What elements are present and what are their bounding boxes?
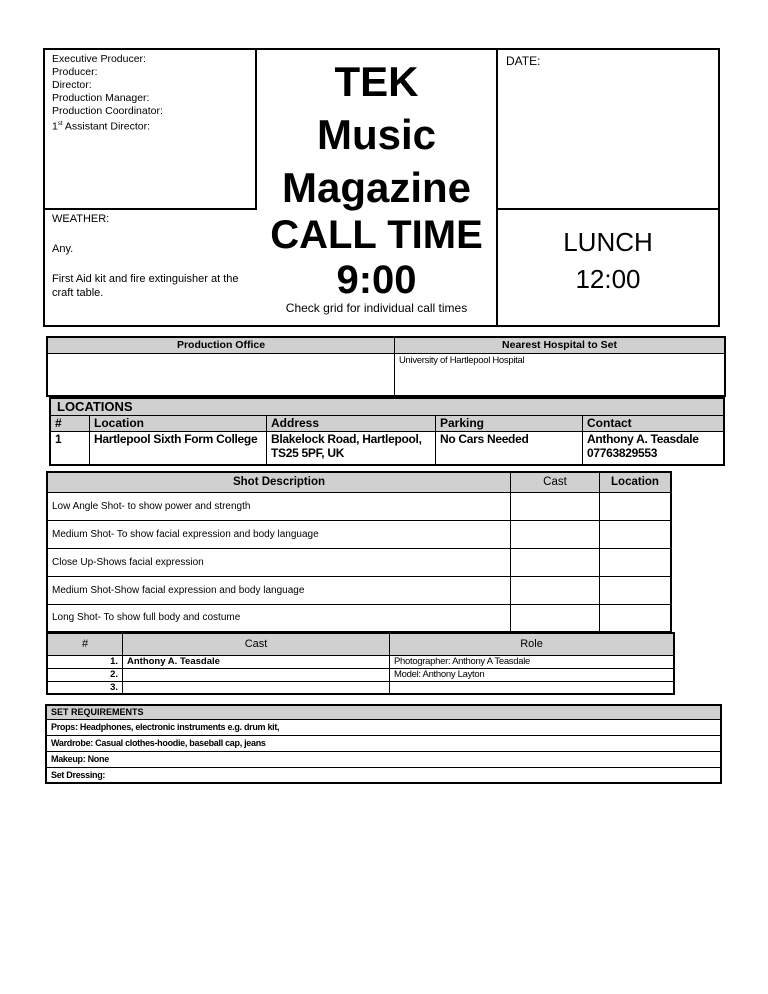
lunch-label: LUNCH bbox=[563, 227, 653, 257]
locations-table bbox=[49, 397, 725, 466]
cast-role: Model: Anthony Layton bbox=[390, 668, 675, 681]
shot-cast bbox=[511, 604, 600, 632]
weather-panel bbox=[45, 210, 257, 325]
contact-name: Anthony A. Teasdale bbox=[587, 431, 699, 446]
loc-col-parking: Parking bbox=[436, 415, 583, 431]
title-line-1: TEK bbox=[334, 58, 419, 105]
shots-table bbox=[46, 471, 672, 633]
crew-list bbox=[45, 50, 257, 210]
shot-location bbox=[600, 520, 672, 548]
requirements-title: SET REQUIREMENTS bbox=[46, 705, 721, 719]
hospital-header: Nearest Hospital to Set bbox=[395, 337, 726, 353]
weather-label: WEATHER: bbox=[52, 213, 110, 225]
cast-col-name: Cast bbox=[123, 633, 390, 655]
loc-col-address: Address bbox=[267, 415, 436, 431]
shot-col-location: Location bbox=[600, 472, 672, 492]
title-line-3: Magazine bbox=[281, 164, 472, 211]
shot-location bbox=[600, 576, 672, 604]
shot-desc: Long Shot- To show full body and costume bbox=[47, 604, 511, 632]
shot-location bbox=[600, 604, 672, 632]
table-row bbox=[50, 431, 724, 465]
hospital-value: University of Hartlepool Hospital bbox=[395, 353, 726, 396]
requirement-makeup: Makeup: None bbox=[46, 751, 721, 767]
shot-location bbox=[600, 548, 672, 576]
table-row bbox=[47, 520, 671, 548]
table-row bbox=[47, 655, 674, 668]
crew-producer: Producer: bbox=[52, 66, 98, 78]
shot-col-description: Shot Description bbox=[47, 472, 511, 492]
table-row bbox=[47, 681, 674, 694]
shot-desc: Close Up-Shows facial expression bbox=[47, 548, 511, 576]
requirement-props: Props: Headphones, electronic instruments e.g. drum kit, bbox=[46, 719, 721, 735]
loc-location: Hartlepool Sixth Form College bbox=[90, 431, 267, 465]
shot-col-cast: Cast bbox=[511, 472, 600, 492]
shot-cast bbox=[511, 548, 600, 576]
table-row bbox=[47, 604, 671, 632]
shot-cast bbox=[511, 520, 600, 548]
crew-director: Director: bbox=[52, 79, 92, 91]
contact-phone: 07763829553 bbox=[587, 445, 658, 460]
call-time-value: 9:00 bbox=[336, 258, 417, 302]
lunch-panel bbox=[498, 210, 718, 325]
loc-col-contact: Contact bbox=[583, 415, 725, 431]
production-office-value bbox=[47, 353, 395, 396]
address-line-1: Blakelock Road, Hartlepool, bbox=[271, 431, 422, 446]
crew-production-manager: Production Manager: bbox=[52, 92, 150, 104]
table-row bbox=[47, 548, 671, 576]
call-time-note: Check grid for individual call times bbox=[285, 301, 468, 315]
requirements-table bbox=[45, 704, 722, 784]
office-table bbox=[46, 336, 726, 397]
shot-desc: Medium Shot- To show facial expression and body language bbox=[47, 520, 511, 548]
table-row bbox=[47, 576, 671, 604]
shot-cast bbox=[511, 492, 600, 520]
loc-address bbox=[267, 431, 436, 465]
date-label: DATE: bbox=[506, 54, 541, 68]
weather-value: Any. bbox=[52, 243, 74, 255]
cast-name bbox=[123, 668, 390, 681]
call-sheet-header bbox=[43, 48, 720, 327]
lunch-time: 12:00 bbox=[575, 264, 641, 294]
cast-name bbox=[123, 681, 390, 694]
call-time-label: CALL TIME bbox=[270, 213, 483, 257]
cast-num: 3. bbox=[47, 681, 123, 694]
cast-role bbox=[390, 681, 675, 694]
shot-desc: Medium Shot-Show facial expression and body language bbox=[47, 576, 511, 604]
production-title bbox=[257, 55, 496, 214]
cast-col-num: # bbox=[47, 633, 123, 655]
cast-num: 2. bbox=[47, 668, 123, 681]
title-panel bbox=[257, 50, 498, 325]
address-line-2: TS25 5PF, UK bbox=[271, 445, 345, 460]
date-panel bbox=[498, 50, 718, 210]
production-office-header: Production Office bbox=[47, 337, 395, 353]
loc-parking: No Cars Needed bbox=[436, 431, 583, 465]
shot-desc: Low Angle Shot- to show power and strength bbox=[47, 492, 511, 520]
crew-executive-producer: Executive Producer: bbox=[52, 53, 146, 65]
cast-name: Anthony A. Teasdale bbox=[123, 655, 390, 668]
cast-table bbox=[46, 632, 675, 695]
crew-production-coordinator: Production Coordinator: bbox=[52, 105, 163, 117]
shot-location bbox=[600, 492, 672, 520]
cast-num: 1. bbox=[47, 655, 123, 668]
requirement-set-dressing: Set Dressing: bbox=[46, 767, 721, 783]
loc-contact bbox=[583, 431, 725, 465]
loc-col-num: # bbox=[50, 415, 90, 431]
safety-note: First Aid kit and fire extinguisher at the craft table. bbox=[52, 273, 239, 299]
table-row bbox=[47, 492, 671, 520]
loc-col-location: Location bbox=[90, 415, 267, 431]
crew-assistant-director: 1st Assistant Director: bbox=[52, 120, 151, 133]
shot-cast bbox=[511, 576, 600, 604]
cast-col-role: Role bbox=[390, 633, 675, 655]
requirement-wardrobe: Wardrobe: Casual clothes-hoodie, baseball cap, jeans bbox=[46, 735, 721, 751]
title-line-2: Music bbox=[316, 111, 437, 158]
loc-num: 1 bbox=[50, 431, 90, 465]
table-row bbox=[47, 668, 674, 681]
cast-role: Photographer: Anthony A Teasdale bbox=[390, 655, 675, 668]
locations-title: LOCATIONS bbox=[50, 398, 724, 415]
